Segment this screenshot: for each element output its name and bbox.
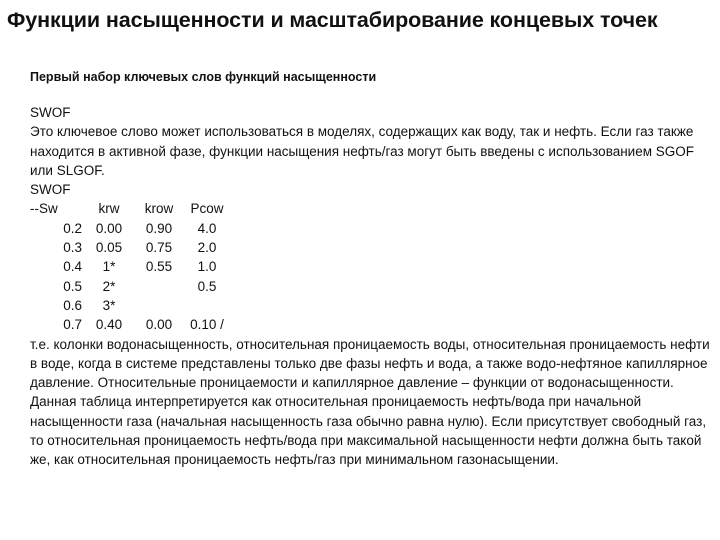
table-cell: 0.40 xyxy=(95,317,123,333)
table-row xyxy=(30,219,710,238)
table-cell: 0.2 xyxy=(63,220,82,236)
table-cell: 0.90 xyxy=(145,220,173,236)
table-header-cell: krw xyxy=(98,201,120,217)
table-cell: 1* xyxy=(102,259,116,275)
intro-paragraph: Это ключевое слово может использоваться в моделях, содержащих как воду, так и нефть. Если газ также находится в активной фазе, функции насыщения нефть/газ могут быть введены с использованием SGOF или SLGOF. xyxy=(30,124,695,178)
table-cell: 3* xyxy=(102,297,116,313)
table-row xyxy=(30,238,710,257)
table-cell: 0.75 xyxy=(145,240,173,256)
table-row xyxy=(30,296,710,315)
table-cell: 0.05 xyxy=(95,240,123,256)
table-header-cell: krow xyxy=(144,201,174,217)
table-row xyxy=(30,257,710,276)
slide-title: Функции насыщенности и масштабирование концевых точек xyxy=(7,8,658,32)
table-cell: 0.7 xyxy=(63,317,82,333)
explanation-paragraph: т.е. колонки водонасыщенность, относительная проницаемость воды, относительная проницаемость нефти в воде, когда в системе представлены только две фазы нефть и вода, а также водо-нефтяное капиллярное давление. Относительные проницаемости и капиллярное давление – функции от водонасыщенности. xyxy=(30,336,710,391)
table-header-row xyxy=(30,199,710,218)
table-cell: 0.3 xyxy=(63,240,82,256)
table-header-cell: Pcow xyxy=(190,201,224,217)
table-cell: 1.0 xyxy=(197,259,217,275)
explanation-paragraph: Данная таблица интерпретируется как относительная проницаемость нефть/вода при начальной насыщенности газа (начальная насыщенность газа обычно равна нулю). Если присутствует свободный газ, то относительная проницаемость нефть/вода при максимальной насыщенности нефти должна быть такой же, как относительная проницаемость нефть/газ при минимальном газонасыщении. xyxy=(30,394,707,468)
table-cell: 0.55 xyxy=(145,259,173,275)
table-cell xyxy=(134,296,184,315)
table-cell: 0.5 xyxy=(197,278,217,294)
table-cell: 0.4 xyxy=(63,259,82,275)
slide-content xyxy=(30,103,710,470)
keyword-heading: SWOF xyxy=(30,105,71,120)
table-cell: 0.00 xyxy=(95,220,123,236)
table-cell: 0.00 xyxy=(145,317,173,333)
section-subheading: Первый набор ключевых слов функций насыщенности xyxy=(30,70,377,84)
table-cell: 0.6 xyxy=(63,297,82,313)
table-cell: 2* xyxy=(102,278,116,294)
table-cell: 4.0 xyxy=(197,220,217,236)
table-cell: 2.0 xyxy=(197,240,217,256)
table-cell xyxy=(134,277,184,296)
table-keyword: SWOF xyxy=(30,182,71,198)
table-cell: 0.10 / xyxy=(190,317,224,333)
table-header-cell: --Sw xyxy=(30,201,58,217)
table-row xyxy=(30,315,710,334)
table-row xyxy=(30,277,710,296)
table-cell xyxy=(184,296,230,315)
table-cell: 0.5 xyxy=(63,278,82,294)
